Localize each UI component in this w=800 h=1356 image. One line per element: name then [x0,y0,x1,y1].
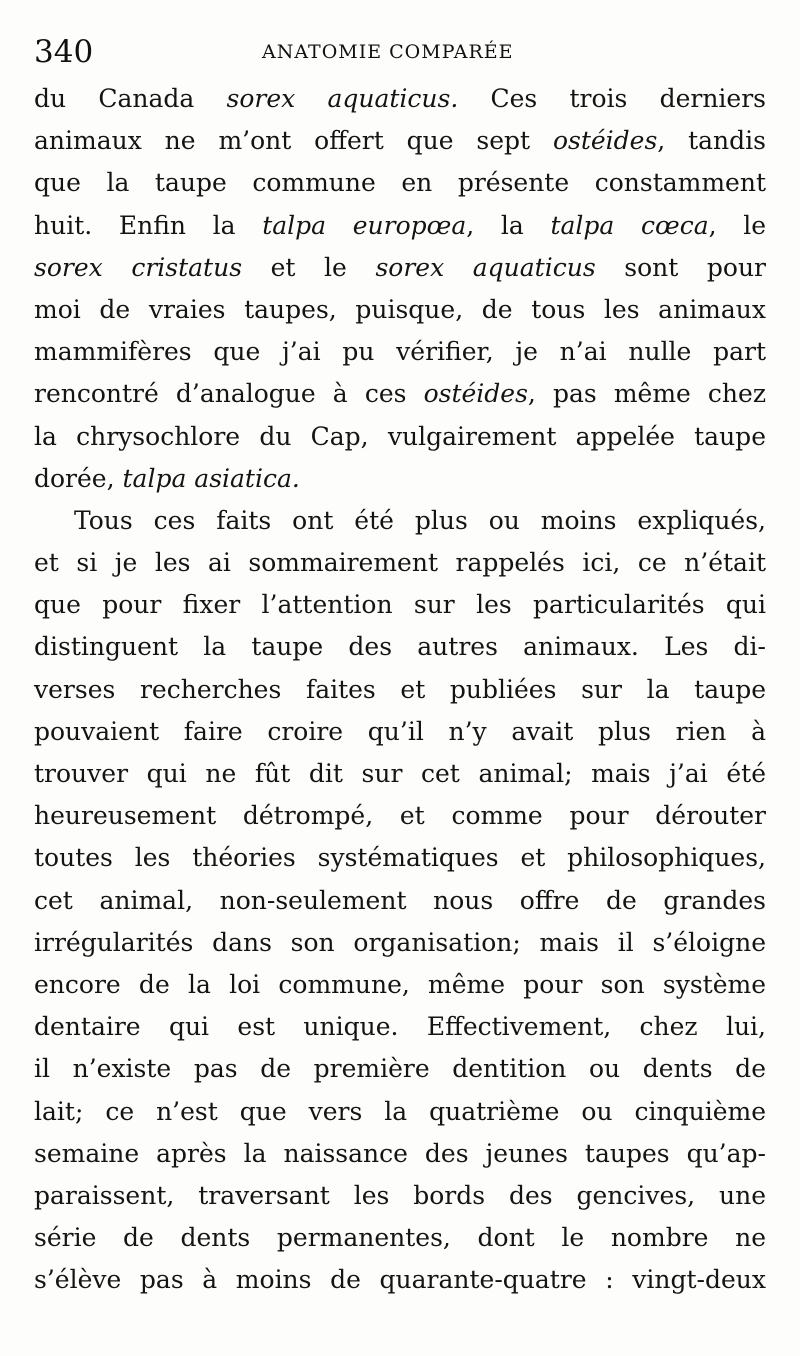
text-line [34,162,766,204]
text-segment: sont pour [595,252,766,282]
text-line [34,795,766,837]
text-segment: encore de la loi commune, même pour son système [34,969,766,999]
page-header [34,30,764,74]
text-line [34,711,766,753]
text-line [34,373,766,415]
text-line [34,626,766,668]
text-segment: pouvaient faire croire qu’il n’y avait plus rien à [34,716,766,746]
text-segment: Ces trois derniers [458,84,766,113]
text-line [34,922,766,964]
text-segment: semaine après la naissance des jeunes taupes qu’ap- [34,1138,766,1168]
text-line [34,500,766,542]
text-segment: , la [466,210,551,240]
text-segment: heureusement détrompé, et comme pour dérouter [34,801,766,831]
text-segment: lait; ce n’est que vers la quatrième ou cinquième [34,1096,766,1126]
text-line [34,542,766,584]
text-line [34,964,766,1006]
text-segment: trouver qui ne fût dit sur cet animal; mais j’ai été [34,759,766,788]
italic-term: sorex aquaticus [375,252,596,282]
text-segment: moi de vraies taupes, puisque, de tous les animaux [34,294,766,324]
text-line [34,880,766,922]
text-segment: distinguent la taupe des autres animaux. Les di- [34,632,766,662]
text-line [34,205,766,247]
text-line [34,1091,766,1133]
text-line [34,1175,766,1217]
text-segment: que la taupe commune en présente constamment [34,168,766,198]
text-segment: irrégularités dans son organisation; mais il s’éloigne [34,927,766,957]
text-segment: rencontré d’analogue à ces [34,379,424,409]
page-number: 340 [34,34,94,70]
text-segment: la chrysochlore du Cap, vulgairement appelée taupe [34,421,766,451]
text-segment: que pour fixer l’attention sur les particularités qui [34,590,766,620]
text-segment: , tandis [657,126,766,156]
text-segment: il n’existe pas de première dentition ou dents de [34,1054,766,1084]
text-line [34,1217,766,1259]
text-segment: , pas même chez [527,379,766,409]
text-line [34,289,766,331]
text-line [34,458,766,500]
italic-term: talpa cœca [550,210,709,240]
italic-term: sorex cristatus [34,252,243,282]
text-segment: mammifères que j’ai pu vérifier, je n’ai nulle part [34,337,766,367]
text-segment: et le [242,252,376,282]
text-line [34,1048,766,1090]
text-segment: dorée, [34,463,123,493]
text-segment: cet animal, non-seulement nous offre de grandes [34,885,766,915]
italic-term: talpa europœa [262,210,467,240]
text-segment: huit. Enfin la [34,210,263,240]
text-segment: série de dents permanentes, dont le nombre ne [34,1223,766,1253]
text-segment: s’élève pas à moins de quarante-quatre : vingt-deux [34,1265,766,1295]
text-line [34,120,766,162]
italic-term: ostéides [423,379,528,409]
text-line [34,753,766,795]
italic-term: talpa asiatica. [122,463,300,493]
text-line [34,1259,766,1301]
text-line [34,837,766,879]
body-text [34,78,766,1301]
text-line [34,416,766,458]
text-line [34,1006,766,1048]
running-head: ANATOMIE COMPARÉE [262,41,514,63]
italic-term: ostéides [552,126,658,156]
text-segment: dentaire qui est unique. Effectivement, chez lui, [34,1012,766,1042]
text-line [34,584,766,626]
italic-term: sorex aquaticus. [226,84,459,113]
text-line [34,331,766,373]
text-segment: paraissent, traversant les bords des gencives, une [34,1180,766,1210]
text-segment: Tous ces faits ont été plus ou moins expliqués, [74,505,766,535]
text-segment: , le [708,210,767,240]
text-line [34,1133,766,1175]
text-segment: et si je les ai sommairement rappelés ici, ce n’était [34,548,766,578]
text-line [34,669,766,711]
text-segment: animaux ne m’ont offert que sept [34,126,553,156]
text-segment: toutes les théories systématiques et philosophiques, [34,843,766,873]
text-segment: verses recherches faites et publiées sur la taupe [34,674,766,704]
text-line [34,78,766,120]
text-line [34,247,766,289]
text-segment: du Canada [34,84,227,113]
